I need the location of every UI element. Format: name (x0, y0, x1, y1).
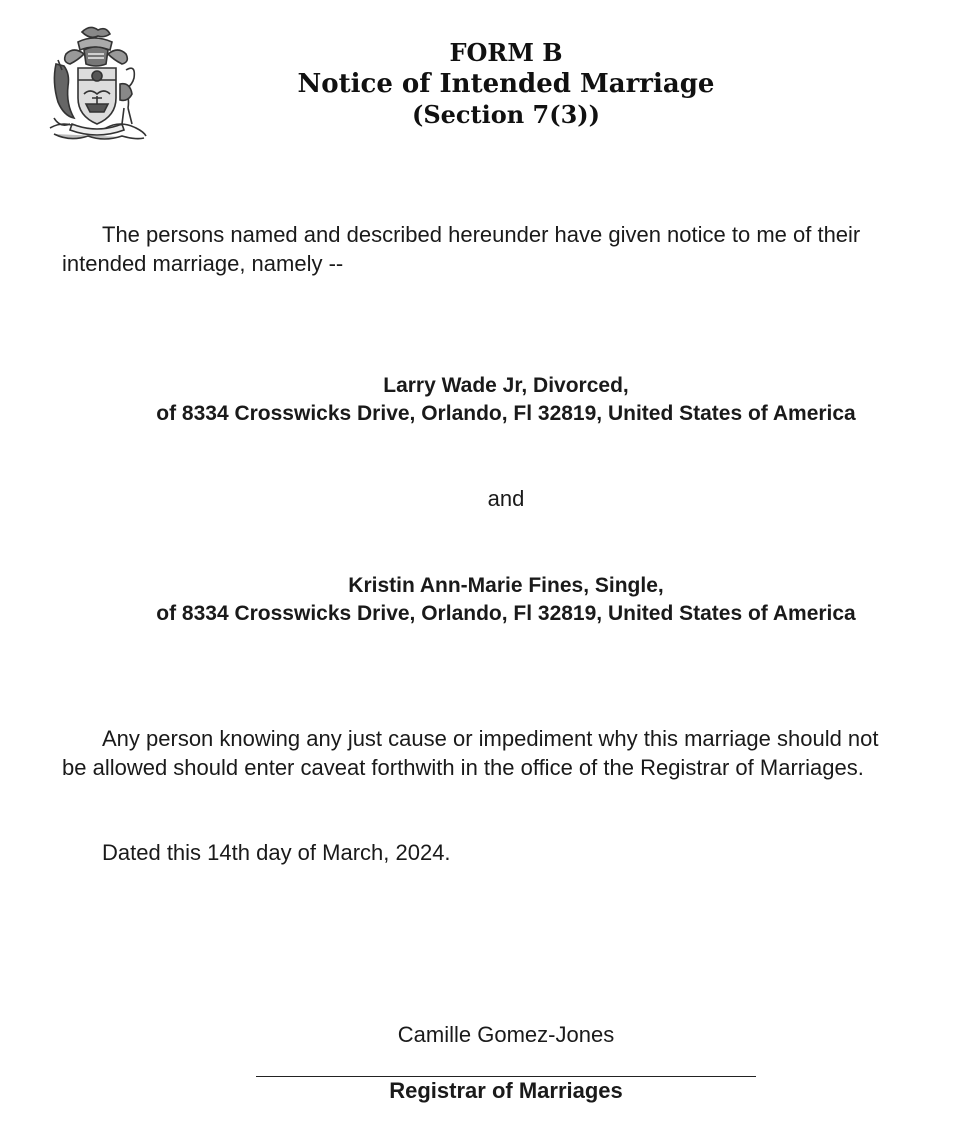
party-2-address: of 8334 Crosswicks Drive, Orlando, Fl 32819, United States of America (156, 602, 856, 625)
caveat-line-2: be allowed should enter caveat forthwith in the office of the Registrar of Marriages. (62, 755, 864, 780)
party-1-address: of 8334 Crosswicks Drive, Orlando, Fl 32819, United States of America (156, 402, 856, 425)
form-label: FORM B (449, 38, 563, 67)
caveat-line-1: Any person knowing any just cause or impediment why this marriage should not (102, 726, 879, 751)
signature-line (256, 1076, 756, 1077)
intro-line-2: intended marriage, namely -- (62, 251, 344, 276)
conjunction: and (487, 486, 525, 511)
intro-line-1: The persons named and described hereunder have given notice to me of their (102, 222, 861, 247)
document-title: Notice of Intended Marriage (297, 69, 715, 99)
dated-line: Dated this 14th day of March, 2024. (102, 840, 451, 865)
caveat-paragraph (62, 724, 934, 782)
party-2 (62, 572, 950, 628)
signer-name: Camille Gomez-Jones (397, 1022, 615, 1047)
section-reference: (Section 7(3)) (411, 100, 601, 129)
party-1 (62, 372, 950, 428)
party-2-name: Kristin Ann-Marie Fines, Single, (348, 574, 664, 597)
intro-paragraph (62, 220, 934, 278)
party-1-name: Larry Wade Jr, Divorced, (383, 374, 629, 397)
signer-title: Registrar of Marriages (389, 1078, 623, 1103)
coat-of-arms-icon (44, 24, 150, 144)
